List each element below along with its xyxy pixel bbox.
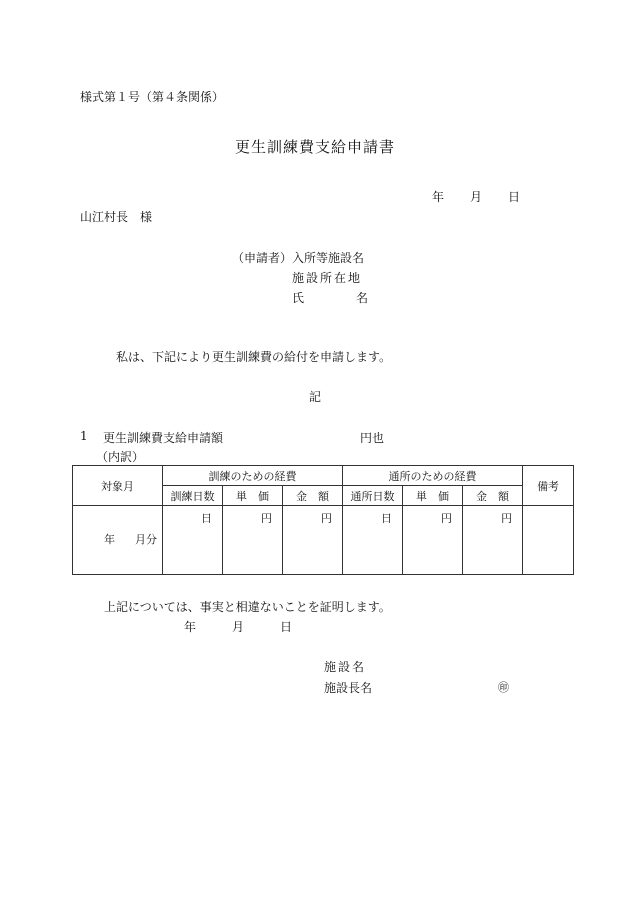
applicant-label: （申請者） — [232, 251, 293, 265]
applicant-facility-label: 入所等施設名 — [292, 251, 365, 265]
date-footer — [184, 618, 292, 635]
form-number: 様式第１号（第４条関係） — [80, 90, 225, 104]
unit-day: 日 — [381, 512, 393, 525]
cell-remarks[interactable] — [523, 506, 574, 575]
facility-name-label: 施設名 — [324, 660, 367, 674]
col-training-days: 訓練日数 — [163, 486, 223, 506]
item-number: 1 — [80, 429, 88, 443]
cell-training-days[interactable] — [163, 506, 223, 575]
row-year-month — [104, 531, 157, 547]
group-training-costs: 訓練のための経費 — [163, 466, 343, 486]
unit-yen: 円 — [501, 512, 513, 525]
document-title: 更生訓練費支給申請書 — [234, 138, 395, 156]
ki-heading: 記 — [308, 390, 321, 404]
col-amount-training: 金 額 — [283, 486, 343, 506]
footer-day: 日 — [280, 620, 293, 634]
row-year: 年 — [104, 533, 115, 546]
date-day: 日 — [508, 190, 521, 204]
cell-commute-days[interactable] — [343, 506, 403, 575]
footer-year: 年 — [184, 620, 197, 634]
date-header — [432, 188, 520, 205]
date-year: 年 — [432, 190, 445, 204]
name-char-1: 氏 — [292, 291, 305, 305]
col-target-month: 対象月 — [73, 466, 163, 506]
addressee: 山江村長 様 — [80, 210, 153, 224]
cell-amount-commute[interactable] — [463, 506, 523, 575]
cell-amount-training[interactable] — [283, 506, 343, 575]
breakdown-table — [72, 465, 574, 575]
name-char-2: 名 — [356, 291, 369, 305]
application-statement: 私は、下記により更生訓練費の給付を申請します。 — [116, 350, 392, 364]
seal-icon: ㊞ — [498, 681, 509, 694]
col-unit-price-commute: 単 価 — [403, 486, 463, 506]
cell-unit-price-commute[interactable] — [403, 506, 463, 575]
unit-yen: 円 — [261, 512, 272, 525]
unit-yen: 円 — [321, 512, 333, 525]
unit-day: 日 — [201, 512, 212, 525]
col-remarks: 備考 — [523, 466, 574, 506]
breakdown-label: （内訳） — [96, 450, 145, 464]
group-commute-costs: 通所のための経費 — [343, 466, 523, 486]
facility-head-label: 施設長名 — [324, 681, 373, 695]
col-unit-price-training: 単 価 — [223, 486, 283, 506]
certification-statement: 上記については、事実と相違ないことを証明します。 — [104, 600, 391, 614]
footer-month: 月 — [232, 620, 245, 634]
row-month: 月分 — [135, 533, 157, 546]
col-amount-commute: 金 額 — [463, 486, 523, 506]
unit-yen: 円 — [441, 512, 453, 525]
col-commute-days: 通所日数 — [343, 486, 403, 506]
date-month: 月 — [470, 190, 483, 204]
amount-unit: 円也 — [360, 431, 385, 445]
cell-unit-price-training[interactable] — [223, 506, 283, 575]
item-label: 更生訓練費支給申請額 — [103, 431, 224, 445]
applicant-name-label — [292, 289, 368, 306]
applicant-address-label: 施設所在地 — [292, 271, 363, 285]
